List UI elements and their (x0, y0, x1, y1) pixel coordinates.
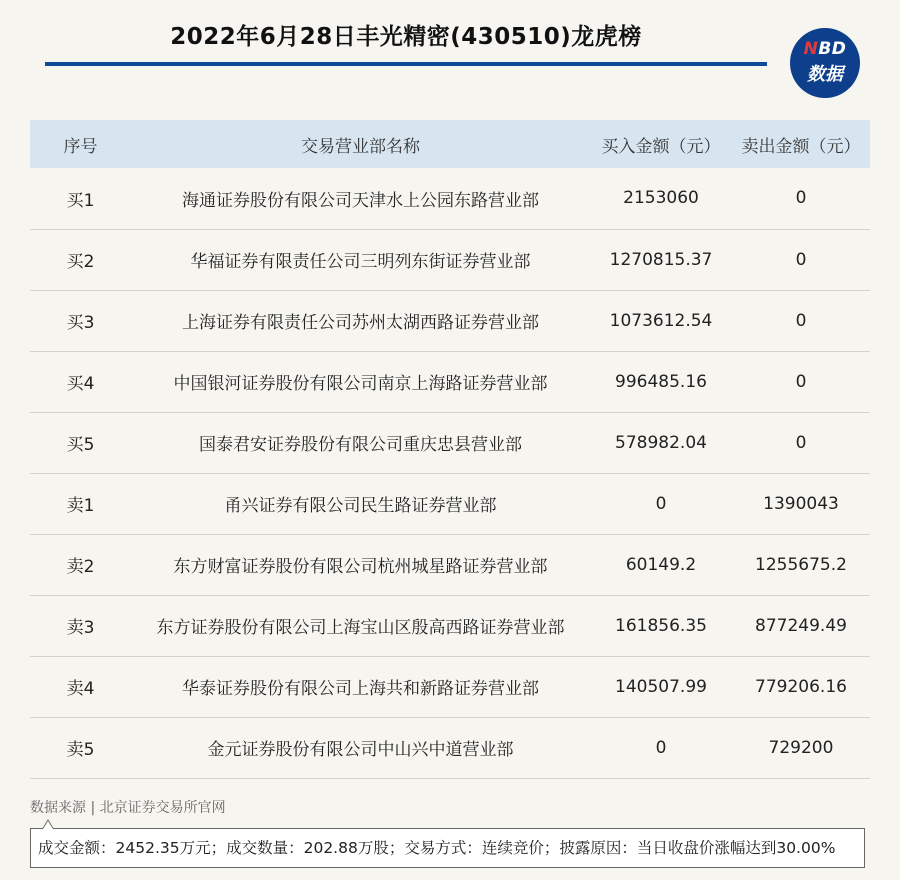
table-row (30, 534, 870, 595)
row-branch: 上海证券有限责任公司苏州太湖西路证券营业部 (182, 313, 539, 333)
table-row (30, 229, 870, 290)
row-index: 买1 (66, 190, 95, 211)
row-index: 卖4 (66, 679, 95, 699)
row-branch: 国泰君安证券股份有限公司重庆忠县营业部 (199, 435, 522, 455)
row-buy: 140507.99 (615, 676, 707, 697)
logo-line2: 数据 (807, 64, 843, 85)
table-header-row (30, 120, 870, 168)
row-buy: 0 (655, 493, 667, 514)
trade-summary: 成交金额：2452.35万元；成交数量：202.88万股；交易方式：连续竞价；披露原因：当日收盘价涨幅达到30.00% (30, 828, 865, 868)
table-row (30, 717, 870, 778)
row-index: 买2 (66, 252, 95, 272)
table-row (30, 412, 870, 473)
row-sell: 1255675.2 (755, 554, 847, 575)
row-branch: 金元证券股份有限公司中山兴中道营业部 (207, 740, 514, 760)
table-row (30, 290, 870, 351)
header-buy-amount: 买入金额（元） (601, 136, 721, 157)
row-index: 卖1 (66, 496, 95, 516)
row-branch: 东方财富证券股份有限公司杭州城星路证券营业部 (173, 557, 548, 577)
logo-line1 (790, 39, 860, 59)
row-index: 卖2 (66, 557, 95, 577)
table-row (30, 595, 870, 656)
row-sell: 0 (795, 249, 807, 270)
row-sell: 877249.49 (755, 615, 847, 636)
row-index: 卖5 (66, 740, 95, 760)
row-buy: 2153060 (623, 188, 699, 209)
row-buy: 161856.35 (615, 615, 707, 636)
row-buy: 578982.04 (615, 432, 707, 453)
row-branch: 海通证券股份有限公司天津水上公园东路营业部 (182, 190, 539, 211)
table-row (30, 168, 870, 229)
dragon-tiger-table (30, 120, 870, 779)
row-branch: 中国银河证券股份有限公司南京上海路证券营业部 (173, 374, 548, 394)
row-buy: 60149.2 (625, 554, 697, 575)
callout-pointer-fill (43, 821, 53, 829)
logo-bd: BD (818, 39, 847, 59)
row-buy: 1073612.54 (609, 310, 713, 331)
header-index: 序号 (63, 136, 98, 157)
row-sell: 0 (795, 432, 807, 453)
row-branch: 华泰证券股份有限公司上海共和新路证券营业部 (182, 679, 539, 699)
row-sell: 729200 (768, 737, 834, 758)
row-sell: 0 (795, 188, 807, 209)
table-row (30, 351, 870, 412)
row-sell: 1390043 (763, 493, 839, 514)
header-sell-amount: 卖出金额（元） (741, 136, 861, 157)
row-index: 买4 (66, 374, 95, 394)
table-row (30, 656, 870, 717)
row-buy: 0 (655, 737, 667, 758)
row-branch: 甬兴证券有限公司民生路证券营业部 (224, 496, 497, 516)
row-index: 卖3 (66, 618, 95, 638)
row-branch: 华福证券有限责任公司三明列东街证券营业部 (190, 252, 531, 272)
page-title: 2022年6月28日丰光精密(430510)龙虎榜 (170, 24, 642, 50)
header-branch-name: 交易营业部名称 (301, 136, 420, 157)
logo-n: N (803, 39, 819, 59)
row-buy: 1270815.37 (609, 249, 713, 270)
row-branch: 东方证券股份有限公司上海宝山区殷高西路证券营业部 (156, 618, 565, 638)
nbd-logo (790, 28, 860, 98)
title-underline (45, 62, 767, 66)
row-buy: 996485.16 (615, 371, 707, 392)
row-index: 买5 (66, 435, 95, 455)
row-sell: 0 (795, 371, 807, 392)
row-sell: 779206.16 (755, 676, 847, 697)
data-source: 数据来源 | 北京证券交易所官网 (30, 800, 226, 816)
table-row (30, 473, 870, 534)
row-index: 买3 (66, 313, 95, 333)
row-sell: 0 (795, 310, 807, 331)
